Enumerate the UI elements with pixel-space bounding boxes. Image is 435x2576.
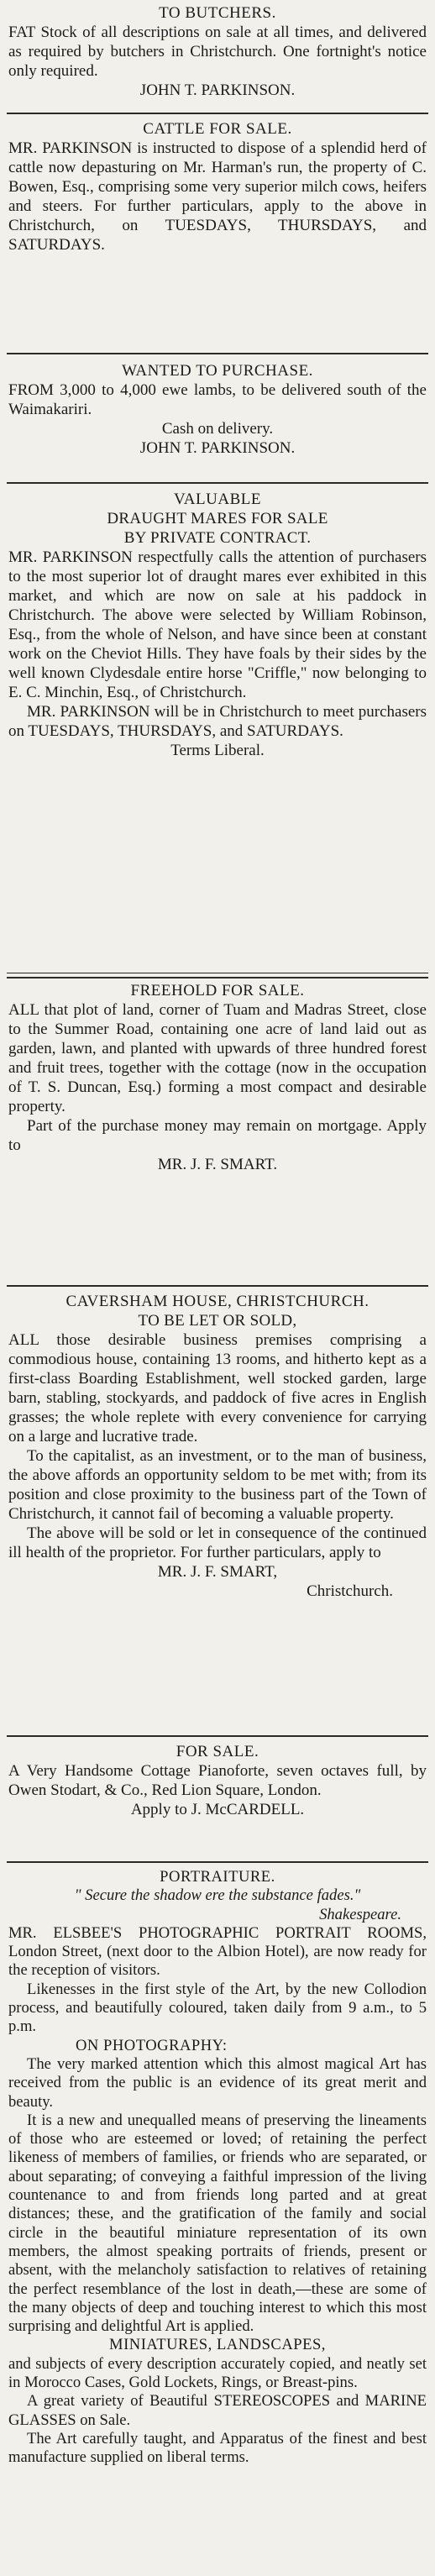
- divider: [7, 482, 428, 484]
- ad-signature: JOHN T. PARKINSON.: [139, 439, 296, 457]
- ad-body: ALL those desirable business premises comprising a commodious house, containing 13 rooms, and hitherto kept as a first-class Boarding Establishment, well stocked garden, large barn, stabling, stockyards, and paddock of five acres in English grasses; the whole replete with every convenience for carrying on a large and lucrative trade.: [8, 1331, 427, 1445]
- ad-subheading: ON PHOTOGRAPHY:: [76, 2036, 228, 2054]
- ad-body: MR. ELSBEE'S PHOTOGRAPHIC PORTRAIT ROOMS, London Street, (next door to the Albion Hotel), are now ready for the reception of visitors.: [8, 1923, 427, 1980]
- divider: [7, 1735, 428, 1737]
- ad-wanted-to-purchase: [8, 361, 427, 458]
- ad-body: It is a new and unequalled means of preserving the lineaments of those who are esteemed or loved; of retaining the perfect likeness of members of families, or friends who are separated, or about separating; of conveying a faithful impression of the living countenance to and from friends long parted and at great distances; these, and the gratification of the family and social circle in the beautiful miniature representation of its own members, the almost speaking portraits of friends, present or absent, with the melancholy satisfaction to relatives of retaining the perfect resemblance of the lost in death,—these are some of the many objects of deep and touching interest to which this most surprising and delightful Art is applied.: [8, 2111, 427, 2336]
- ad-body: FAT Stock of all descriptions on sale at all times, and delivered as required by butchers in Christchurch. One fortnight's notice only required.: [8, 24, 427, 80]
- ad-caversham-house: [8, 1292, 427, 1601]
- ad-signature: MR. J. F. SMART.: [157, 1156, 278, 1173]
- ad-heading: TO BUTCHERS.: [159, 4, 276, 22]
- ad-heading: VALUABLE: [174, 491, 261, 508]
- ad-body: Likenesses in the first style of the Art, by the new Collodion process, and beautifully coloured, taken daily from 9 a.m., to 5 p.m.: [8, 1980, 427, 2036]
- ad-body: A great variety of Beautiful STEREOSCOPES and MARINE GLASSES on Sale.: [8, 2392, 427, 2429]
- ad-cattle-for-sale: [8, 119, 427, 254]
- ad-freehold-for-sale: [8, 981, 427, 1174]
- ad-heading: WANTED TO PURCHASE.: [122, 362, 313, 380]
- ad-heading: CAVERSHAM HOUSE, CHRISTCHURCH.: [66, 1293, 369, 1310]
- ad-body: To the capitalist, as an investment, or to the man of business, the above affords an opportunity seldom to be met with; from its position and close proximity to the business part of the Town of Christchurch, it cannot fail of becoming a valuable property.: [8, 1447, 427, 1523]
- ad-body: MR. PARKINSON respectfully calls the attention of purchasers to the most superior lot of draught mares ever exhibited in this market, and which are now on sale at his paddock in Christchurch. The above were selected by William Robinson, Esq., from the whole of Nelson, and have since been at constant work on the Cheviot Hills. They have foals by their sides by the well known Clydesdale entire horse "Criffle," now belonging to E. C. Minchin, Esq., of Christchurch.: [8, 548, 427, 701]
- ad-heading: FREEHOLD FOR SALE.: [130, 982, 305, 999]
- ad-piano-for-sale: [8, 1742, 427, 1819]
- ad-signature: MR. J. F. SMART,: [157, 1563, 278, 1581]
- ad-place: Christchurch.: [307, 1582, 393, 1600]
- ad-heading: DRAUGHT MARES FOR SALE: [107, 510, 328, 527]
- ad-subheading: MINIATURES, LANDSCAPES,: [109, 2336, 326, 2354]
- divider: [7, 1285, 428, 1287]
- ad-terms: Terms Liberal.: [170, 742, 265, 759]
- ad-body: A Very Handsome Cottage Pianoforte, seven octaves full, by Owen Stodart, & Co., Red Lion Square, London.: [8, 1762, 427, 1799]
- ad-signature: Apply to J. McCARDELL.: [130, 1801, 305, 1818]
- divider: [7, 1861, 428, 1863]
- ad-heading: TO BE LET OR SOLD,: [138, 1312, 297, 1330]
- ad-draught-mares: [8, 490, 427, 760]
- ad-signature: JOHN T. PARKINSON.: [139, 81, 296, 99]
- ad-terms: Cash on delivery.: [161, 420, 274, 438]
- ad-heading: FOR SALE.: [176, 1743, 259, 1760]
- ad-portraiture: [8, 1868, 427, 2468]
- ad-body: MR. PARKINSON will be in Christchurch to meet purchasers on TUESDAYS, THURSDAYS, and SATURDAYS.: [8, 703, 427, 740]
- ad-quote-author: Shakespeare.: [319, 1905, 401, 1923]
- ad-body: FROM 3,000 to 4,000 ewe lambs, to be delivered south of the Waimakariri.: [8, 381, 427, 418]
- ad-heading: PORTRAITURE.: [160, 1868, 275, 1886]
- ad-heading: BY PRIVATE CONTRACT.: [123, 529, 312, 547]
- divider: [7, 973, 428, 978]
- ad-to-butchers: [8, 3, 427, 100]
- ad-quote: " Secure the shadow ere the substance fades.": [74, 1886, 361, 1905]
- ad-body: MR. PARKINSON is instructed to dispose of a splendid herd of cattle now depasturing on Mr. Harman's run, the property of C. Bowen, Esq., comprising some very superior milch cows, heifers and steers. For further particulars, apply to the above in Christchurch, on TUESDAYS, THURSDAYS, and SATURDAYS.: [8, 139, 427, 254]
- divider: [7, 113, 428, 114]
- divider: [7, 353, 428, 354]
- ad-body: and subjects of every description accurately copied, and neatly set in Morocco Cases, Gold Lockets, Rings, or Breast-pins.: [8, 2354, 427, 2392]
- ad-body: Part of the purchase money may remain on mortgage. Apply to: [8, 1117, 427, 1154]
- ad-body: The very marked attention which this almost magical Art has received from the public is an evidence of its great merit and beauty.: [8, 2054, 427, 2111]
- ad-body: The Art carefully taught, and Apparatus of the finest and best manufacture supplied on liberal terms.: [8, 2429, 427, 2467]
- ad-body: The above will be sold or let in consequence of the continued ill health of the proprietor. For further particulars, apply to: [8, 1524, 427, 1561]
- ad-body: ALL that plot of land, corner of Tuam and Madras Street, close to the Summer Road, containing one acre of land laid out as garden, lawn, and planted with upwards of three hundred forest and fruit trees, together with the cottage (now in the occupation of T. S. Duncan, Esq.) forming a most compact and desirable property.: [8, 1001, 427, 1115]
- ad-heading: CATTLE FOR SALE.: [143, 120, 292, 138]
